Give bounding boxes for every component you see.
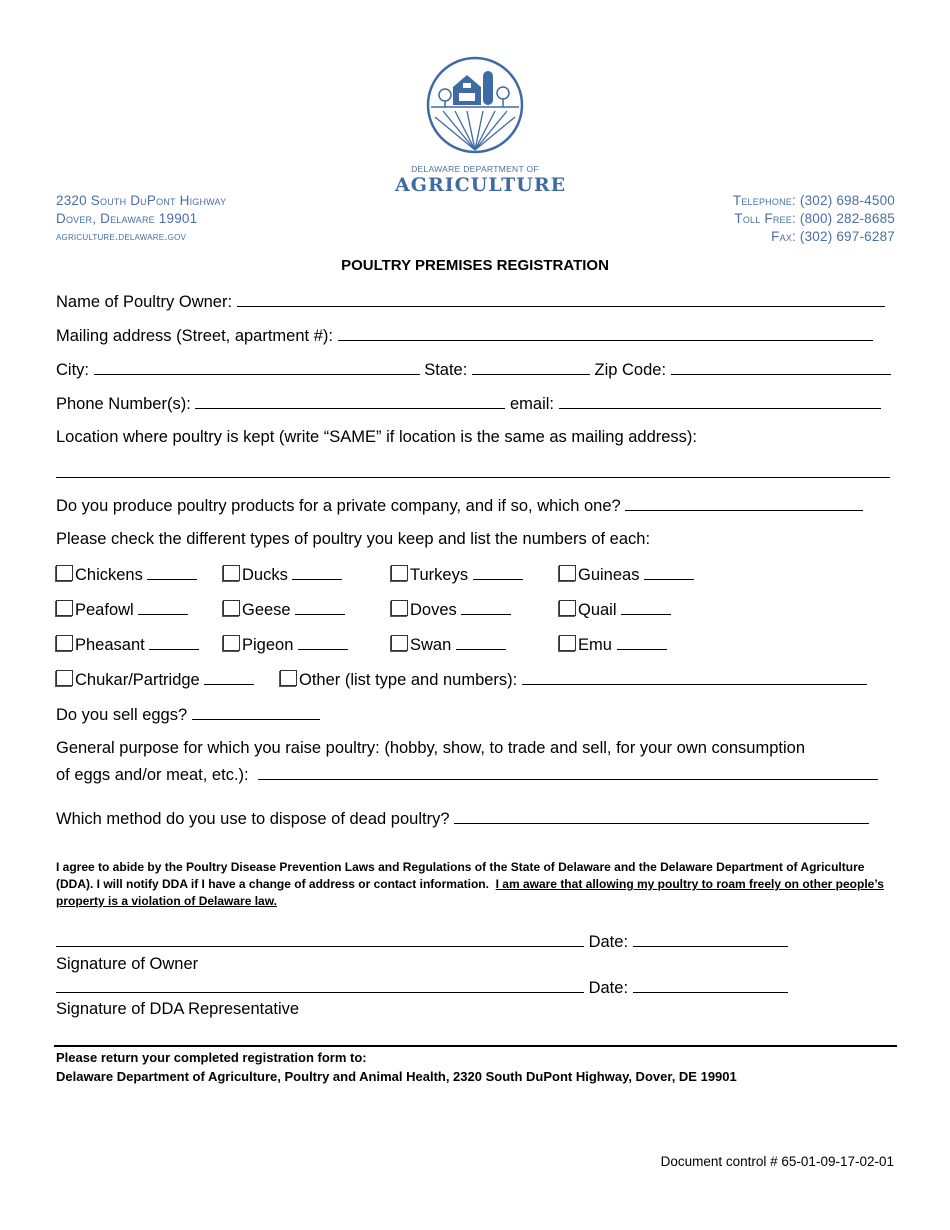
phone-email-row: [56, 393, 881, 414]
purpose-row: [56, 764, 878, 785]
doves-checkbox[interactable]: [391, 600, 408, 616]
geese-checkbox[interactable]: [223, 600, 240, 616]
pheasant-count-field[interactable]: [149, 634, 199, 650]
dispose-label: Which method do you use to dispose of dead poultry?: [56, 810, 450, 828]
private-company-label: Do you produce poultry products for a private company, and if so, which one?: [56, 497, 621, 515]
chickens-label: Chickens: [75, 566, 143, 584]
logo-agriculture-text: AGRICULTURE: [395, 174, 567, 196]
guineas-option[interactable]: [559, 564, 694, 585]
emu-option[interactable]: [559, 634, 667, 655]
geese-count-field[interactable]: [295, 599, 345, 615]
mailing-address-field[interactable]: [338, 325, 873, 341]
emu-count-field[interactable]: [617, 634, 667, 650]
swan-count-field[interactable]: [456, 634, 506, 650]
dda-date-field[interactable]: [633, 977, 788, 993]
state-label: State:: [424, 361, 468, 379]
chickens-count-field[interactable]: [147, 564, 197, 580]
logo-department-text: DELAWARE DEPARTMENT OF: [411, 164, 539, 174]
pigeon-label: Pigeon: [242, 636, 294, 654]
address-line-1: 2320 South DuPont Highway: [56, 193, 227, 208]
other-checkbox[interactable]: [280, 670, 297, 686]
agreement-underlined-text: I am aware that allowing my poultry to roam freely on other people’s property is a violation of Delaware law.: [56, 877, 884, 908]
phone-label: Phone Number(s):: [56, 395, 191, 413]
pheasant-checkbox[interactable]: [56, 635, 73, 651]
private-company-row: [56, 495, 863, 516]
swan-label: Swan: [410, 636, 452, 654]
emu-label: Emu: [578, 636, 612, 654]
owner-signature-label: Signature of Owner: [56, 955, 199, 973]
quail-option[interactable]: [559, 599, 671, 620]
mailing-address-row: [56, 325, 873, 346]
owner-date-field[interactable]: [633, 931, 788, 947]
email-field[interactable]: [559, 393, 881, 409]
private-company-field[interactable]: [625, 495, 863, 511]
address-line-2: Dover, Delaware 19901: [56, 211, 198, 226]
location-label: Location where poultry is kept (write “SAME” if location is the same as mailing address):: [56, 428, 698, 446]
emu-checkbox[interactable]: [559, 635, 576, 651]
city-label: City:: [56, 361, 89, 379]
chukar-label: Chukar/Partridge: [75, 671, 200, 689]
doves-count-field[interactable]: [461, 599, 511, 615]
purpose-label-line1: General purpose for which you raise poultry: (hobby, show, to trade and sell, for your own consumption: [56, 739, 806, 757]
return-line-1: Please return your completed registration form to:: [56, 1050, 367, 1065]
dispose-row: [56, 808, 869, 829]
chukar-count-field[interactable]: [204, 669, 254, 685]
geese-option[interactable]: [223, 599, 345, 620]
quail-label: Quail: [578, 601, 617, 619]
other-details-field[interactable]: [522, 669, 867, 685]
chickens-option[interactable]: [56, 564, 197, 585]
quail-count-field[interactable]: [621, 599, 671, 615]
state-field[interactable]: [472, 359, 590, 375]
fax: Fax: (302) 697-6287: [771, 229, 895, 244]
location-field[interactable]: [56, 477, 890, 478]
guineas-count-field[interactable]: [644, 564, 694, 580]
pigeon-option[interactable]: [223, 634, 348, 655]
zip-field[interactable]: [671, 359, 891, 375]
footer-divider: [54, 1045, 897, 1047]
email-label: email:: [510, 395, 555, 413]
return-line-2: Delaware Department of Agriculture, Poultry and Animal Health, 2320 South DuPont Highway, Dover, DE 19901: [56, 1069, 737, 1084]
owner-name-row: [56, 291, 885, 312]
department-logo: [395, 55, 567, 196]
doves-option[interactable]: [391, 599, 511, 620]
other-option[interactable]: [280, 669, 867, 690]
ducks-option[interactable]: [223, 564, 342, 585]
ducks-count-field[interactable]: [292, 564, 342, 580]
sell-eggs-row: [56, 704, 320, 725]
other-label: Other (list type and numbers):: [299, 671, 518, 689]
geese-label: Geese: [242, 601, 291, 619]
peafowl-count-field[interactable]: [138, 599, 188, 615]
guineas-checkbox[interactable]: [559, 565, 576, 581]
city-field[interactable]: [94, 359, 420, 375]
purpose-label-line2: of eggs and/or meat, etc.):: [56, 766, 249, 784]
sell-eggs-label: Do you sell eggs?: [56, 706, 188, 724]
ducks-checkbox[interactable]: [223, 565, 240, 581]
sell-eggs-field[interactable]: [192, 704, 320, 720]
website-link[interactable]: agriculture.delaware.gov: [56, 231, 187, 243]
dispose-field[interactable]: [454, 808, 869, 824]
owner-signature-row: [56, 931, 788, 952]
pigeon-count-field[interactable]: [298, 634, 348, 650]
owner-name-field[interactable]: [237, 291, 885, 307]
document-control-number: Document control # 65-01-09-17-02-01: [660, 1154, 894, 1169]
pigeon-checkbox[interactable]: [223, 635, 240, 651]
turkeys-count-field[interactable]: [473, 564, 523, 580]
dda-signature-field[interactable]: [56, 977, 584, 993]
header-address: [56, 192, 226, 246]
chukar-checkbox[interactable]: [56, 670, 73, 686]
city-state-zip-row: [56, 359, 891, 380]
zip-label: Zip Code:: [594, 361, 667, 379]
return-instructions: [56, 1048, 737, 1086]
pheasant-option[interactable]: [56, 634, 199, 655]
guineas-label: Guineas: [578, 566, 640, 584]
mailing-address-label: Mailing address (Street, apartment #):: [56, 327, 333, 345]
toll-free: Toll Free: (800) 282-8685: [734, 211, 895, 226]
form-title: POULTRY PREMISES REGISTRATION: [341, 257, 609, 274]
swan-checkbox[interactable]: [391, 635, 408, 651]
peafowl-label: Peafowl: [75, 601, 134, 619]
owner-name-label: Name of Poultry Owner:: [56, 293, 233, 311]
dda-date-label: Date:: [588, 979, 629, 997]
poultry-types-instruction: Please check the different types of poultry you keep and list the numbers of each:: [56, 530, 651, 548]
turkeys-checkbox[interactable]: [391, 565, 408, 581]
purpose-field[interactable]: [258, 764, 878, 780]
chickens-checkbox[interactable]: [56, 565, 73, 581]
owner-date-label: Date:: [588, 933, 629, 951]
agreement-text: I agree to abide by the Poultry Disease Prevention Laws and Regulations of the State of Delaware and the Delaware Department of Agriculture (DDA). I will notify DDA if I have a change of address or contact information.: [56, 860, 865, 891]
turkeys-option[interactable]: [391, 564, 523, 585]
dda-signature-row: [56, 977, 788, 998]
swan-option[interactable]: [391, 634, 506, 655]
doves-label: Doves: [410, 601, 457, 619]
header-contact: [733, 192, 895, 246]
chukar-option[interactable]: [56, 669, 254, 690]
peafowl-option[interactable]: [56, 599, 188, 620]
peafowl-checkbox[interactable]: [56, 600, 73, 616]
agreement-statement: [56, 859, 896, 910]
quail-checkbox[interactable]: [559, 600, 576, 616]
ducks-label: Ducks: [242, 566, 288, 584]
telephone: Telephone: (302) 698-4500: [732, 193, 895, 208]
barn-seal-icon: [423, 55, 527, 155]
turkeys-label: Turkeys: [410, 566, 469, 584]
phone-field[interactable]: [195, 393, 505, 409]
dda-signature-label: Signature of DDA Representative: [56, 1000, 300, 1018]
pheasant-label: Pheasant: [75, 636, 145, 654]
owner-signature-field[interactable]: [56, 931, 584, 947]
